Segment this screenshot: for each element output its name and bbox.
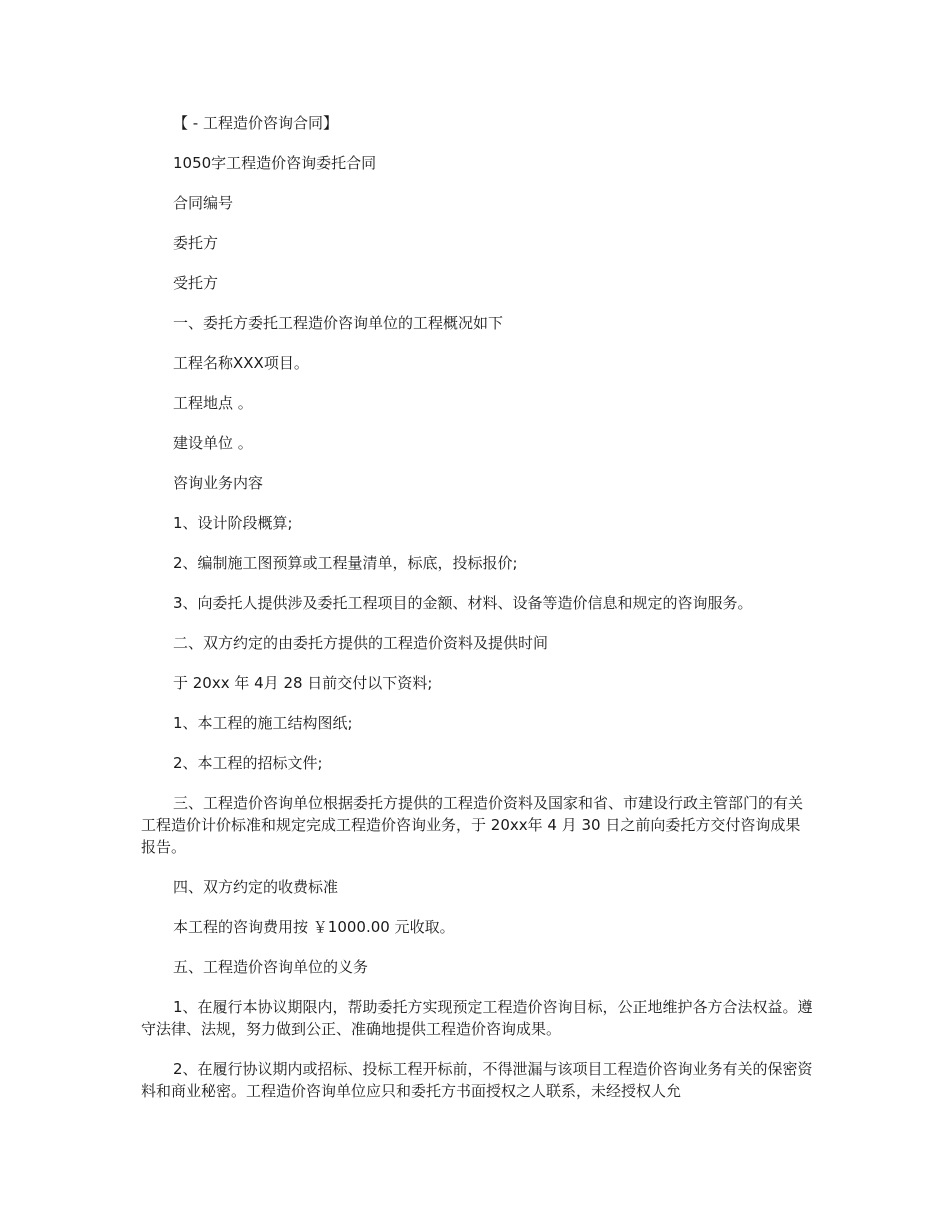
document-page (141, 112, 813, 1120)
delivery-date: 于 20xx 年 4月 28 日前交付以下资料; (173, 674, 433, 692)
construction-unit: 建设单位 。 (173, 434, 253, 452)
section-1-heading: 一、委托方委托工程造价咨询单位的工程概况如下 (173, 314, 504, 332)
client-label: 委托方 (173, 234, 219, 252)
contract-heading: 1050字工程造价咨询委托合同 (173, 154, 377, 172)
contractor-label: 受托方 (173, 274, 219, 292)
project-name: 工程名称XXX项目。 (173, 354, 309, 372)
fee-paragraph: 本工程的咨询费用按 ￥1000.00 元收取。 (173, 918, 455, 936)
material-item-1: 1、本工程的施工结构图纸; (173, 714, 353, 732)
material-item-2: 2、本工程的招标文件; (173, 754, 323, 772)
section-5-heading: 五、工程造价咨询单位的义务 (173, 958, 369, 976)
contract-number-label: 合同编号 (173, 194, 234, 212)
consulting-scope-heading: 咨询业务内容 (173, 474, 264, 492)
section-2-heading: 二、双方约定的由委托方提供的工程造价资料及提供时间 (173, 634, 549, 652)
scope-item-3: 3、向委托人提供涉及委托工程项目的金额、材料、设备等造价信息和规定的咨询服务。 (173, 594, 753, 612)
project-location: 工程地点 。 (173, 394, 253, 412)
obligation-item-2: 2、在履行协议期内或招标、投标工程开标前，不得泄漏与该项目工程造价咨询业务有关的保密资料和商业秘密。工程造价咨询单位应只和委托方书面授权之人联系，未经授权人允 (141, 1060, 813, 1100)
obligation-item-1: 1、在履行本协议期限内，帮助委托方实现预定工程造价咨询目标，公正地维护各方合法权益。遵守法律、法规，努力做到公正、准确地提供工程造价咨询成果。 (141, 998, 813, 1038)
section-4-heading: 四、双方约定的收费标准 (173, 878, 339, 896)
document-title: 【 - 工程造价咨询合同】 (173, 114, 338, 132)
scope-item-2: 2、编制施工图预算或工程量清单，标底，投标报价; (173, 554, 518, 572)
section-3-paragraph: 三、工程造价咨询单位根据委托方提供的工程造价资料及国家和省、市建设行政主管部门的有关工程造价计价标准和规定完成工程造价咨询业务，于 20xx年 4 月 30 日之前向委托方交付咨询成果报告。 (141, 794, 804, 856)
scope-item-1: 1、设计阶段概算; (173, 514, 293, 532)
